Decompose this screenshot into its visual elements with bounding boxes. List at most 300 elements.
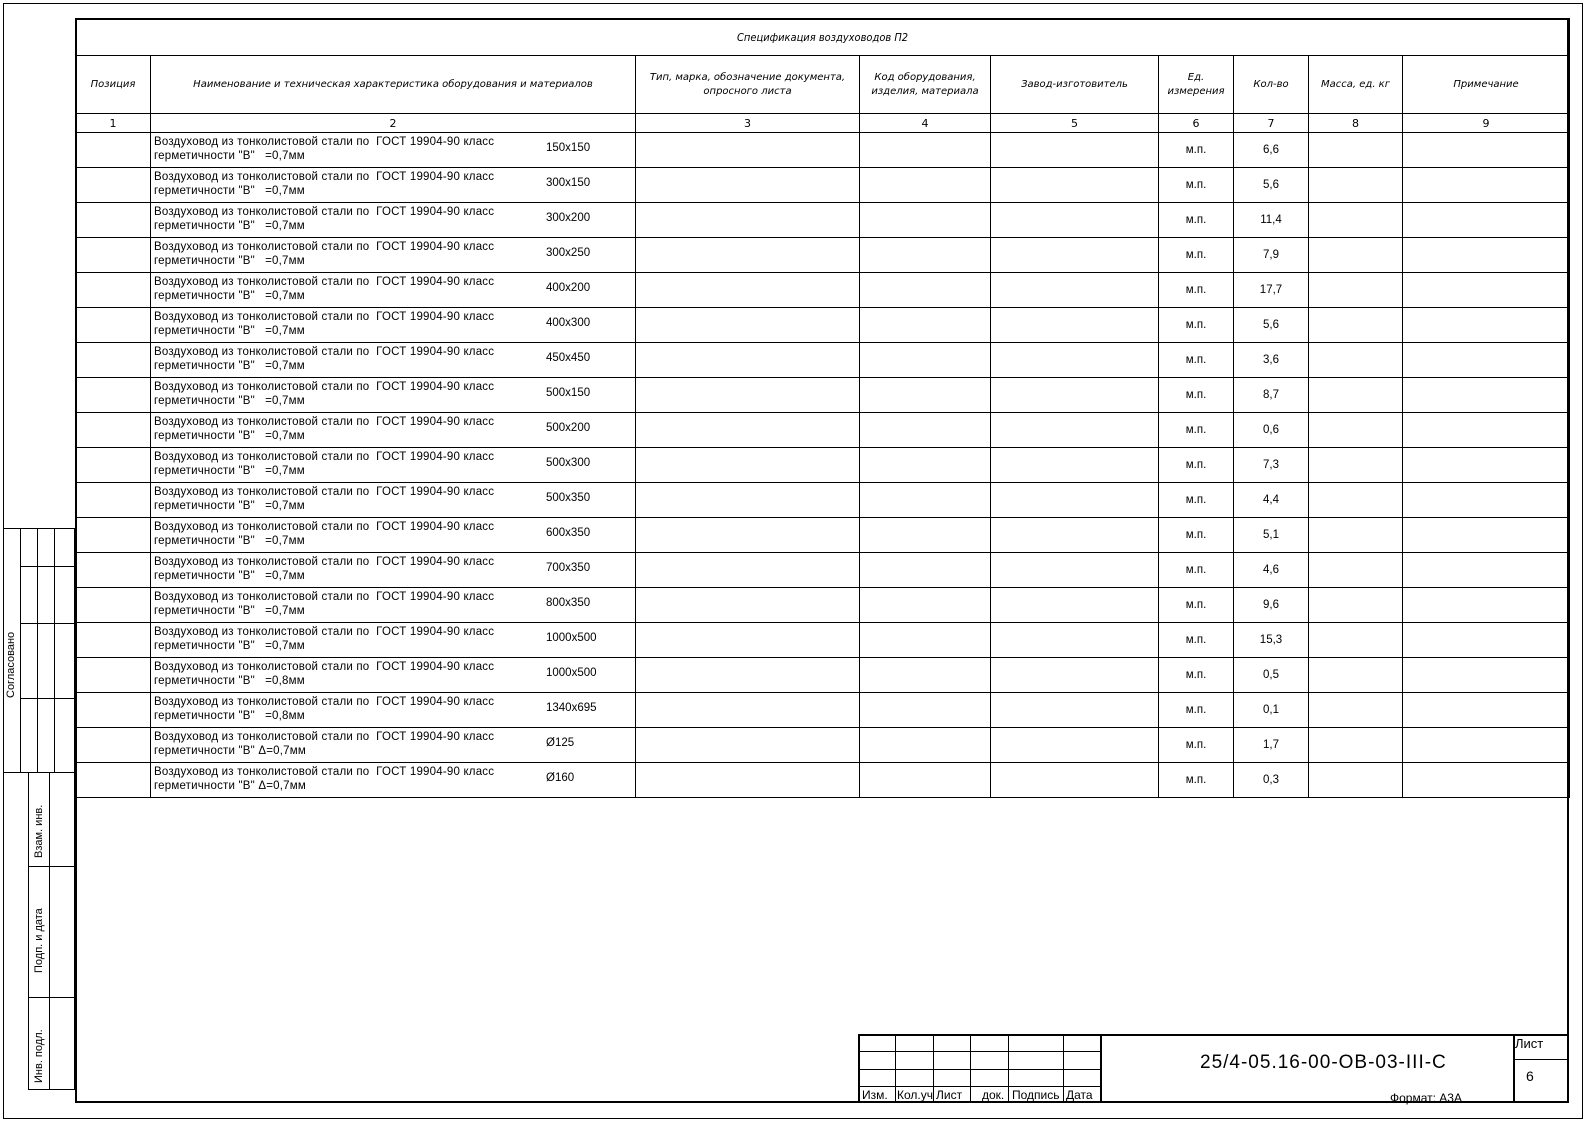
item-description-line1: Воздуховод из тонколистовой стали по ГОСТ 19904-90 класс <box>154 451 495 463</box>
code-cell <box>860 483 991 518</box>
mass-cell <box>1309 483 1403 518</box>
name-cell <box>151 658 636 693</box>
mass-cell <box>1309 203 1403 238</box>
agreed-column-cell <box>20 528 38 773</box>
note-cell <box>1403 483 1570 518</box>
table-row <box>76 518 1570 553</box>
code-cell <box>860 693 991 728</box>
table-row <box>76 343 1570 378</box>
code-cell <box>860 273 991 308</box>
name-cell <box>151 133 636 168</box>
manufacturer-cell <box>991 168 1159 203</box>
note-cell <box>1403 413 1570 448</box>
position-cell <box>76 728 151 763</box>
header-type: Тип, марка, обозначение документа, опросного листа <box>636 56 860 114</box>
item-size: 400x300 <box>546 317 591 329</box>
table-row <box>76 588 1570 623</box>
item-description <box>154 555 524 583</box>
type-cell <box>636 588 860 623</box>
code-cell <box>860 763 991 798</box>
item-size: 700x350 <box>546 562 591 574</box>
strip-line <box>20 623 75 624</box>
code-cell <box>860 728 991 763</box>
quantity-cell: 9,6 <box>1234 588 1309 623</box>
quantity-cell: 4,4 <box>1234 483 1309 518</box>
code-cell <box>860 308 991 343</box>
code-cell <box>860 623 991 658</box>
manufacturer-cell <box>991 378 1159 413</box>
type-cell <box>636 448 860 483</box>
unit-cell: м.п. <box>1159 483 1234 518</box>
item-size: 500x200 <box>546 422 591 434</box>
position-cell <box>76 308 151 343</box>
table-title-row <box>76 19 1570 56</box>
item-description-line2: герметичности "В" =0,7мм <box>154 255 305 267</box>
item-description-line2: герметичности "В" =0,7мм <box>154 570 305 582</box>
mass-cell <box>1309 518 1403 553</box>
mass-cell <box>1309 378 1403 413</box>
item-size: 400x200 <box>546 282 591 294</box>
mass-cell <box>1309 728 1403 763</box>
quantity-cell: 0,5 <box>1234 658 1309 693</box>
stamp-label-date: Дата <box>1066 1088 1093 1102</box>
unit-cell: м.п. <box>1159 343 1234 378</box>
quantity-cell: 0,3 <box>1234 763 1309 798</box>
column-number: 6 <box>1159 114 1234 133</box>
unit-cell: м.п. <box>1159 308 1234 343</box>
manufacturer-cell <box>991 763 1159 798</box>
manufacturer-cell <box>991 658 1159 693</box>
position-cell <box>76 518 151 553</box>
mass-cell <box>1309 343 1403 378</box>
table-row <box>76 308 1570 343</box>
manufacturer-cell <box>991 203 1159 238</box>
item-description-line2: герметичности "В" =0,7мм <box>154 150 305 162</box>
position-cell <box>76 623 151 658</box>
table-row <box>76 553 1570 588</box>
item-description-line1: Воздуховод из тонколистовой стали по ГОСТ 19904-90 класс <box>154 311 495 323</box>
position-cell <box>76 483 151 518</box>
stamp-line <box>1008 1034 1009 1103</box>
mass-cell <box>1309 623 1403 658</box>
sign-date-label: Подп. и дата <box>33 908 45 973</box>
item-description-line2: герметичности "В" =0,7мм <box>154 220 305 232</box>
type-cell <box>636 728 860 763</box>
unit-cell: м.п. <box>1159 623 1234 658</box>
item-description-line1: Воздуховод из тонколистовой стали по ГОСТ 19904-90 класс <box>154 766 495 778</box>
quantity-cell: 7,9 <box>1234 238 1309 273</box>
item-description-line1: Воздуховод из тонколистовой стали по ГОСТ 19904-90 класс <box>154 731 495 743</box>
note-cell <box>1403 168 1570 203</box>
item-description <box>154 765 524 793</box>
code-cell <box>860 203 991 238</box>
item-description-line2: герметичности "В" =0,8мм <box>154 675 305 687</box>
name-cell <box>151 273 636 308</box>
manufacturer-cell <box>991 483 1159 518</box>
header-name: Наименование и техническая характеристика оборудования и материалов <box>151 56 636 114</box>
specification-table <box>75 18 1570 798</box>
name-cell <box>151 448 636 483</box>
type-cell <box>636 168 860 203</box>
mass-cell <box>1309 238 1403 273</box>
table-row <box>76 728 1570 763</box>
item-description-line1: Воздуховод из тонколистовой стали по ГОСТ 19904-90 класс <box>154 556 495 568</box>
column-number: 5 <box>991 114 1159 133</box>
manufacturer-cell <box>991 238 1159 273</box>
table-row <box>76 483 1570 518</box>
item-description-line2: герметичности "В" =0,7мм <box>154 605 305 617</box>
table-row <box>76 273 1570 308</box>
side-approval-strip <box>3 528 75 1090</box>
column-number: 7 <box>1234 114 1309 133</box>
document-code: 25/4-05.16-00-ОВ-03-III-С <box>1200 1052 1447 1073</box>
note-cell <box>1403 308 1570 343</box>
note-cell <box>1403 588 1570 623</box>
quantity-cell: 5,6 <box>1234 308 1309 343</box>
name-cell <box>151 168 636 203</box>
position-cell <box>76 238 151 273</box>
item-description-line2: герметичности "В" =0,8мм <box>154 710 305 722</box>
header-position: Позиция <box>76 56 151 114</box>
quantity-cell: 8,7 <box>1234 378 1309 413</box>
stamp-line <box>895 1034 896 1103</box>
name-cell <box>151 693 636 728</box>
type-cell <box>636 378 860 413</box>
item-size: 600x350 <box>546 527 591 539</box>
stamp-line <box>858 1034 1569 1036</box>
type-cell <box>636 413 860 448</box>
item-description-line1: Воздуховод из тонколистовой стали по ГОСТ 19904-90 класс <box>154 486 495 498</box>
type-cell <box>636 343 860 378</box>
stamp-line <box>933 1034 934 1103</box>
unit-cell: м.п. <box>1159 763 1234 798</box>
agreed-column-cell <box>37 528 55 773</box>
type-cell <box>636 203 860 238</box>
name-cell <box>151 763 636 798</box>
table-row <box>76 413 1570 448</box>
agreed-column-cell <box>54 528 75 773</box>
strip-line <box>20 566 75 567</box>
code-cell <box>860 168 991 203</box>
header-unit: Ед. измерения <box>1159 56 1234 114</box>
code-cell <box>860 518 991 553</box>
name-cell <box>151 518 636 553</box>
table-row <box>76 623 1570 658</box>
type-cell <box>636 308 860 343</box>
quantity-cell: 15,3 <box>1234 623 1309 658</box>
stamp-label-count: Кол.уч <box>897 1088 933 1102</box>
header-quantity: Кол-во <box>1234 56 1309 114</box>
position-cell <box>76 413 151 448</box>
code-cell <box>860 378 991 413</box>
quantity-cell: 5,6 <box>1234 168 1309 203</box>
unit-cell: м.п. <box>1159 133 1234 168</box>
stamp-label-signature: Подпись <box>1012 1088 1060 1102</box>
stamp-label-doc: док. <box>982 1088 1005 1102</box>
item-size: 300x150 <box>546 177 591 189</box>
column-number: 9 <box>1403 114 1570 133</box>
unit-cell: м.п. <box>1159 273 1234 308</box>
manufacturer-cell <box>991 413 1159 448</box>
note-cell <box>1403 448 1570 483</box>
name-cell <box>151 728 636 763</box>
item-size: 500x150 <box>546 387 591 399</box>
strip-line <box>20 698 75 699</box>
item-description <box>154 240 524 268</box>
position-cell <box>76 133 151 168</box>
item-description-line2: герметичности "В" =0,7мм <box>154 325 305 337</box>
position-cell <box>76 343 151 378</box>
quantity-cell: 1,7 <box>1234 728 1309 763</box>
position-cell <box>76 763 151 798</box>
table-row <box>76 378 1570 413</box>
code-cell <box>860 448 991 483</box>
item-description-line2: герметичности "В" =0,7мм <box>154 640 305 652</box>
manufacturer-cell <box>991 588 1159 623</box>
manufacturer-cell <box>991 273 1159 308</box>
type-cell <box>636 238 860 273</box>
item-description <box>154 520 524 548</box>
item-description-line1: Воздуховод из тонколистовой стали по ГОСТ 19904-90 класс <box>154 171 495 183</box>
note-cell <box>1403 623 1570 658</box>
stamp-line <box>1513 1059 1569 1060</box>
item-description-line1: Воздуховод из тонколистовой стали по ГОСТ 19904-90 класс <box>154 521 495 533</box>
item-description <box>154 415 524 443</box>
sheet-number: 6 <box>1526 1068 1534 1084</box>
item-description <box>154 205 524 233</box>
stamp-label-sheet: Лист <box>936 1088 963 1102</box>
unit-cell: м.п. <box>1159 693 1234 728</box>
column-number: 4 <box>860 114 991 133</box>
note-cell <box>1403 693 1570 728</box>
column-number: 2 <box>151 114 636 133</box>
type-cell <box>636 623 860 658</box>
manufacturer-cell <box>991 343 1159 378</box>
quantity-cell: 6,6 <box>1234 133 1309 168</box>
item-description <box>154 625 524 653</box>
item-size: 300x250 <box>546 247 591 259</box>
type-cell <box>636 483 860 518</box>
agreed-label: Согласовано <box>5 631 17 698</box>
format-label: Формат: А3А <box>1390 1091 1462 1105</box>
item-size: 1000x500 <box>546 667 597 679</box>
note-cell <box>1403 378 1570 413</box>
item-description-line1: Воздуховод из тонколистовой стали по ГОСТ 19904-90 класс <box>154 206 495 218</box>
code-cell <box>860 658 991 693</box>
type-cell <box>636 273 860 308</box>
mass-cell <box>1309 133 1403 168</box>
position-cell <box>76 378 151 413</box>
header-code: Код оборудования, изделия, материала <box>860 56 991 114</box>
item-description <box>154 660 524 688</box>
quantity-cell: 5,1 <box>1234 518 1309 553</box>
note-cell <box>1403 518 1570 553</box>
item-description <box>154 730 524 758</box>
header-note: Примечание <box>1403 56 1570 114</box>
item-size: 800x350 <box>546 597 591 609</box>
position-cell <box>76 553 151 588</box>
unit-cell: м.п. <box>1159 413 1234 448</box>
name-cell <box>151 343 636 378</box>
sheet-label: Лист <box>1515 1036 1544 1051</box>
item-size: Ø125 <box>546 737 575 749</box>
unit-cell: м.п. <box>1159 728 1234 763</box>
item-description-line2: герметичности "В" =0,7мм <box>154 430 305 442</box>
type-cell <box>636 133 860 168</box>
table-title: Спецификация воздуховодов П2 <box>76 19 1570 56</box>
header-mass: Масса, ед. кг <box>1309 56 1403 114</box>
item-description-line1: Воздуховод из тонколистовой стали по ГОСТ 19904-90 класс <box>154 661 495 673</box>
manufacturer-cell <box>991 518 1159 553</box>
header-manufacturer: Завод-изготовитель <box>991 56 1159 114</box>
item-description <box>154 695 524 723</box>
item-description <box>154 170 524 198</box>
item-description-line1: Воздуховод из тонколистовой стали по ГОСТ 19904-90 класс <box>154 346 495 358</box>
unit-cell: м.п. <box>1159 168 1234 203</box>
item-description-line1: Воздуховод из тонколистовой стали по ГОСТ 19904-90 класс <box>154 626 495 638</box>
item-description-line2: герметичности "В" =0,7мм <box>154 465 305 477</box>
item-description-line1: Воздуховод из тонколистовой стали по ГОСТ 19904-90 класс <box>154 591 495 603</box>
position-cell <box>76 588 151 623</box>
unit-cell: м.п. <box>1159 378 1234 413</box>
item-description <box>154 380 524 408</box>
table-row <box>76 448 1570 483</box>
note-cell <box>1403 273 1570 308</box>
stamp-line <box>1063 1034 1064 1103</box>
type-cell <box>636 658 860 693</box>
name-cell <box>151 238 636 273</box>
manufacturer-cell <box>991 553 1159 588</box>
name-cell <box>151 483 636 518</box>
mass-cell <box>1309 413 1403 448</box>
table-row <box>76 763 1570 798</box>
table-row <box>76 168 1570 203</box>
item-description <box>154 485 524 513</box>
table-row <box>76 658 1570 693</box>
name-cell <box>151 413 636 448</box>
note-cell <box>1403 203 1570 238</box>
item-description-line2: герметичности "В" =0,7мм <box>154 290 305 302</box>
column-number: 8 <box>1309 114 1403 133</box>
type-cell <box>636 693 860 728</box>
code-cell <box>860 133 991 168</box>
quantity-cell: 7,3 <box>1234 448 1309 483</box>
item-size: 300x200 <box>546 212 591 224</box>
item-size: 1340x695 <box>546 702 597 714</box>
unit-cell: м.п. <box>1159 203 1234 238</box>
unit-cell: м.п. <box>1159 238 1234 273</box>
column-number: 1 <box>76 114 151 133</box>
code-cell <box>860 553 991 588</box>
quantity-cell: 17,7 <box>1234 273 1309 308</box>
table-row <box>76 133 1570 168</box>
name-cell <box>151 378 636 413</box>
manufacturer-cell <box>991 448 1159 483</box>
quantity-cell: 3,6 <box>1234 343 1309 378</box>
unit-cell: м.п. <box>1159 588 1234 623</box>
inv-replace-label: Взам. инв. <box>33 804 45 858</box>
item-description <box>154 310 524 338</box>
mass-cell <box>1309 168 1403 203</box>
note-cell <box>1403 343 1570 378</box>
type-cell <box>636 553 860 588</box>
item-size: 500x300 <box>546 457 591 469</box>
unit-cell: м.п. <box>1159 658 1234 693</box>
mass-cell <box>1309 588 1403 623</box>
mass-cell <box>1309 553 1403 588</box>
manufacturer-cell <box>991 308 1159 343</box>
code-cell <box>860 413 991 448</box>
stamp-line <box>970 1034 971 1103</box>
table-header-row <box>76 56 1570 114</box>
quantity-cell: 11,4 <box>1234 203 1309 238</box>
column-number-row <box>76 114 1570 133</box>
item-description-line2: герметичности "В" Δ=0,7мм <box>154 745 306 757</box>
position-cell <box>76 693 151 728</box>
code-cell <box>860 238 991 273</box>
column-number: 3 <box>636 114 860 133</box>
item-description-line1: Воздуховод из тонколистовой стали по ГОСТ 19904-90 класс <box>154 381 495 393</box>
stamp-label-change: Изм. <box>862 1088 888 1102</box>
item-description <box>154 135 524 163</box>
note-cell <box>1403 728 1570 763</box>
item-size: 450x450 <box>546 352 591 364</box>
item-description-line2: герметичности "В" =0,7мм <box>154 395 305 407</box>
name-cell <box>151 203 636 238</box>
mass-cell <box>1309 308 1403 343</box>
item-description <box>154 345 524 373</box>
manufacturer-cell <box>991 693 1159 728</box>
mass-cell <box>1309 273 1403 308</box>
item-description-line2: герметичности "В" =0,7мм <box>154 185 305 197</box>
item-description-line2: герметичности "В" =0,7мм <box>154 500 305 512</box>
item-description-line1: Воздуховод из тонколистовой стали по ГОСТ 19904-90 класс <box>154 696 495 708</box>
manufacturer-cell <box>991 728 1159 763</box>
item-size: Ø160 <box>546 772 575 784</box>
item-description-line2: герметичности "В" =0,7мм <box>154 535 305 547</box>
note-cell <box>1403 133 1570 168</box>
name-cell <box>151 308 636 343</box>
item-description <box>154 275 524 303</box>
unit-cell: м.п. <box>1159 518 1234 553</box>
unit-cell: м.п. <box>1159 553 1234 588</box>
position-cell <box>76 273 151 308</box>
table-row <box>76 238 1570 273</box>
manufacturer-cell <box>991 133 1159 168</box>
quantity-cell: 0,6 <box>1234 413 1309 448</box>
position-cell <box>76 448 151 483</box>
type-cell <box>636 518 860 553</box>
item-description-line2: герметичности "В" Δ=0,7мм <box>154 780 306 792</box>
quantity-cell: 0,1 <box>1234 693 1309 728</box>
item-description <box>154 450 524 478</box>
item-description-line1: Воздуховод из тонколистовой стали по ГОСТ 19904-90 класс <box>154 276 495 288</box>
mass-cell <box>1309 693 1403 728</box>
stamp-line <box>1100 1034 1102 1103</box>
mass-cell <box>1309 658 1403 693</box>
table-body <box>76 133 1570 798</box>
item-description <box>154 590 524 618</box>
name-cell <box>151 553 636 588</box>
manufacturer-cell <box>991 623 1159 658</box>
name-cell <box>151 623 636 658</box>
item-description-line1: Воздуховод из тонколистовой стали по ГОСТ 19904-90 класс <box>154 416 495 428</box>
item-description-line2: герметичности "В" =0,7мм <box>154 360 305 372</box>
table-row <box>76 693 1570 728</box>
unit-cell: м.п. <box>1159 448 1234 483</box>
item-description-line1: Воздуховод из тонколистовой стали по ГОСТ 19904-90 класс <box>154 241 495 253</box>
quantity-cell: 4,6 <box>1234 553 1309 588</box>
